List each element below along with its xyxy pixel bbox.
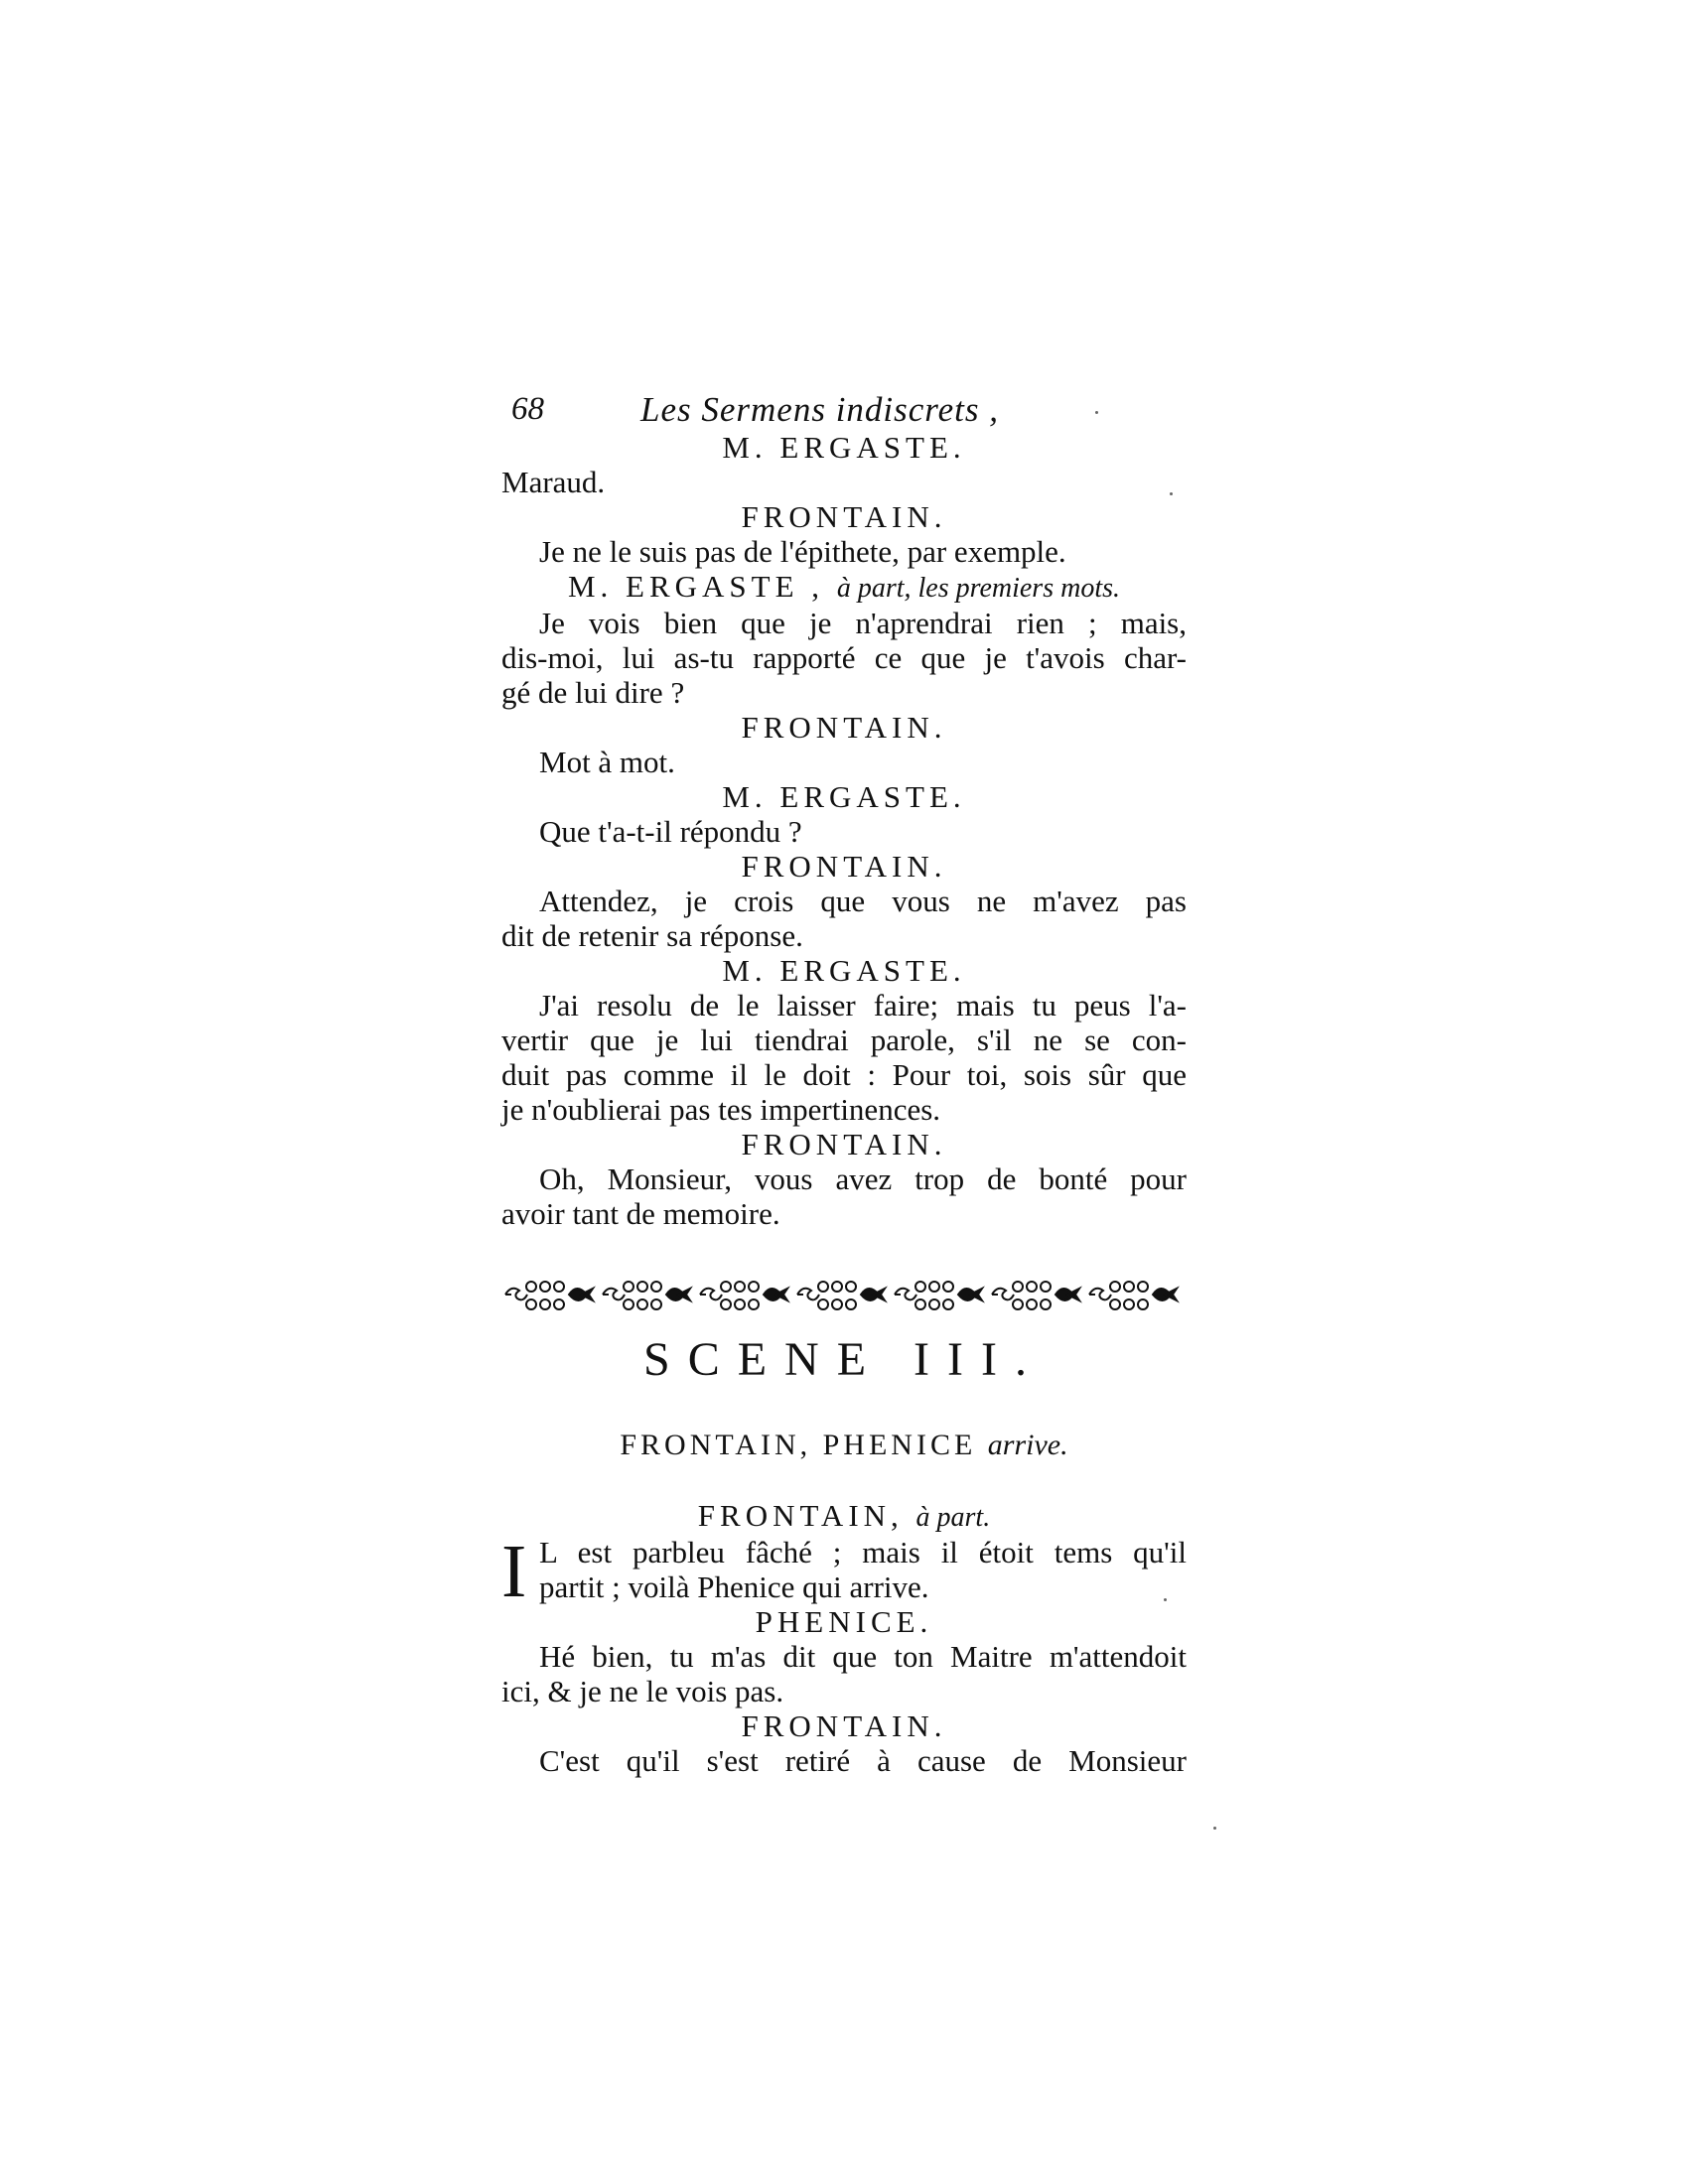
speech-line: avoir tant de memoire.	[501, 1196, 780, 1231]
speech	[539, 1535, 1187, 1604]
speech-line: Maraud.	[501, 465, 606, 499]
speaker-name: PHENICE.	[755, 1604, 933, 1639]
speech	[501, 1743, 1187, 1778]
speech	[501, 884, 1187, 953]
speech	[501, 465, 1187, 499]
stage-direction: arrive.	[987, 1429, 1068, 1461]
speaker-name: M. ERGASTE.	[722, 779, 966, 814]
speech-line: Je vois bien que je n'aprendrai rien ; mais,	[539, 606, 1187, 640]
speaker-name: FRONTAIN.	[741, 499, 947, 534]
scan-speck	[1164, 1598, 1167, 1601]
speech-line: Attendez, je crois que vous ne m'avez pas	[539, 884, 1187, 918]
speech-line: Oh, Monsieur, vous avez trop de bonté pour	[539, 1161, 1187, 1196]
speech-line: J'ai resolu de le laisser faire; mais tu peus l'a-	[539, 988, 1187, 1023]
speech	[501, 988, 1187, 1127]
speech-line: Hé bien, tu m'as dit que ton Maitre m'attendoit	[539, 1639, 1187, 1674]
speech	[501, 1161, 1187, 1231]
speech-line: vertir que je lui tiendrai parole, s'il ne se con-	[501, 1023, 1187, 1057]
book-page	[501, 392, 1187, 1778]
running-head	[501, 392, 1187, 430]
drop-cap: I	[501, 1530, 527, 1613]
speaker-name: FRONTAIN.	[741, 1708, 947, 1743]
speech-line: gé de lui dire ?	[501, 675, 685, 710]
speech-line: partit ; voilà Phenice qui arrive.	[539, 1570, 929, 1604]
speech-with-dropcap	[501, 1530, 1187, 1613]
spacer	[501, 1462, 1187, 1498]
fleuron-ornament	[501, 1273, 1187, 1316]
scan-speck	[1170, 492, 1173, 495]
speaker-name: M. ERGASTE ,	[567, 569, 825, 604]
speech	[501, 534, 1187, 569]
speech-line: ici, & je ne le vois pas.	[501, 1674, 784, 1708]
scan-speck	[1213, 1827, 1216, 1830]
speech-line: je n'oublierai pas tes impertinences.	[501, 1092, 941, 1127]
speaker-name: FRONTAIN.	[741, 710, 947, 745]
speech-line: Je ne le suis pas de l'épithete, par exemple.	[539, 534, 1066, 569]
speech	[501, 745, 1187, 779]
speech-line: L est parbleu fâché ; mais il étoit tems qu'il	[539, 1535, 1187, 1570]
scene-cast-names: FRONTAIN, PHENICE	[620, 1429, 977, 1461]
running-title: Les Sermens indiscrets ,	[640, 390, 1000, 429]
speech	[501, 814, 1187, 849]
speech	[501, 606, 1187, 710]
speech-line: Mot à mot.	[539, 745, 675, 779]
speaker-name: FRONTAIN,	[697, 1498, 904, 1533]
speech	[501, 1639, 1187, 1708]
speech-line: duit pas comme il le doit : Pour toi, sois sûr que	[501, 1057, 1187, 1092]
speaker-with-direction	[501, 1498, 1187, 1535]
speech-line: dis-moi, lui as-tu rapporté ce que je t'avois char-	[501, 640, 1187, 675]
speaker-name: M. ERGASTE.	[722, 953, 966, 988]
speaker-name: FRONTAIN.	[741, 849, 947, 884]
speech-line: Que t'a-t-il répondu ?	[539, 814, 802, 849]
scene-title: SCENE III.	[643, 1333, 1045, 1386]
stage-direction: à part.	[915, 1502, 991, 1533]
speech-line: C'est qu'il s'est retiré à cause de Monsieur	[539, 1743, 1187, 1778]
scene-cast	[501, 1428, 1187, 1462]
speaker-name: M. ERGASTE.	[722, 430, 966, 465]
speaker-name: FRONTAIN.	[741, 1127, 947, 1161]
page-number: 68	[511, 391, 544, 427]
speaker-with-direction	[501, 569, 1187, 606]
speech-line: dit de retenir sa réponse.	[501, 918, 803, 953]
stage-direction: à part, les premiers mots.	[836, 573, 1120, 604]
scan-speck	[1095, 411, 1098, 414]
